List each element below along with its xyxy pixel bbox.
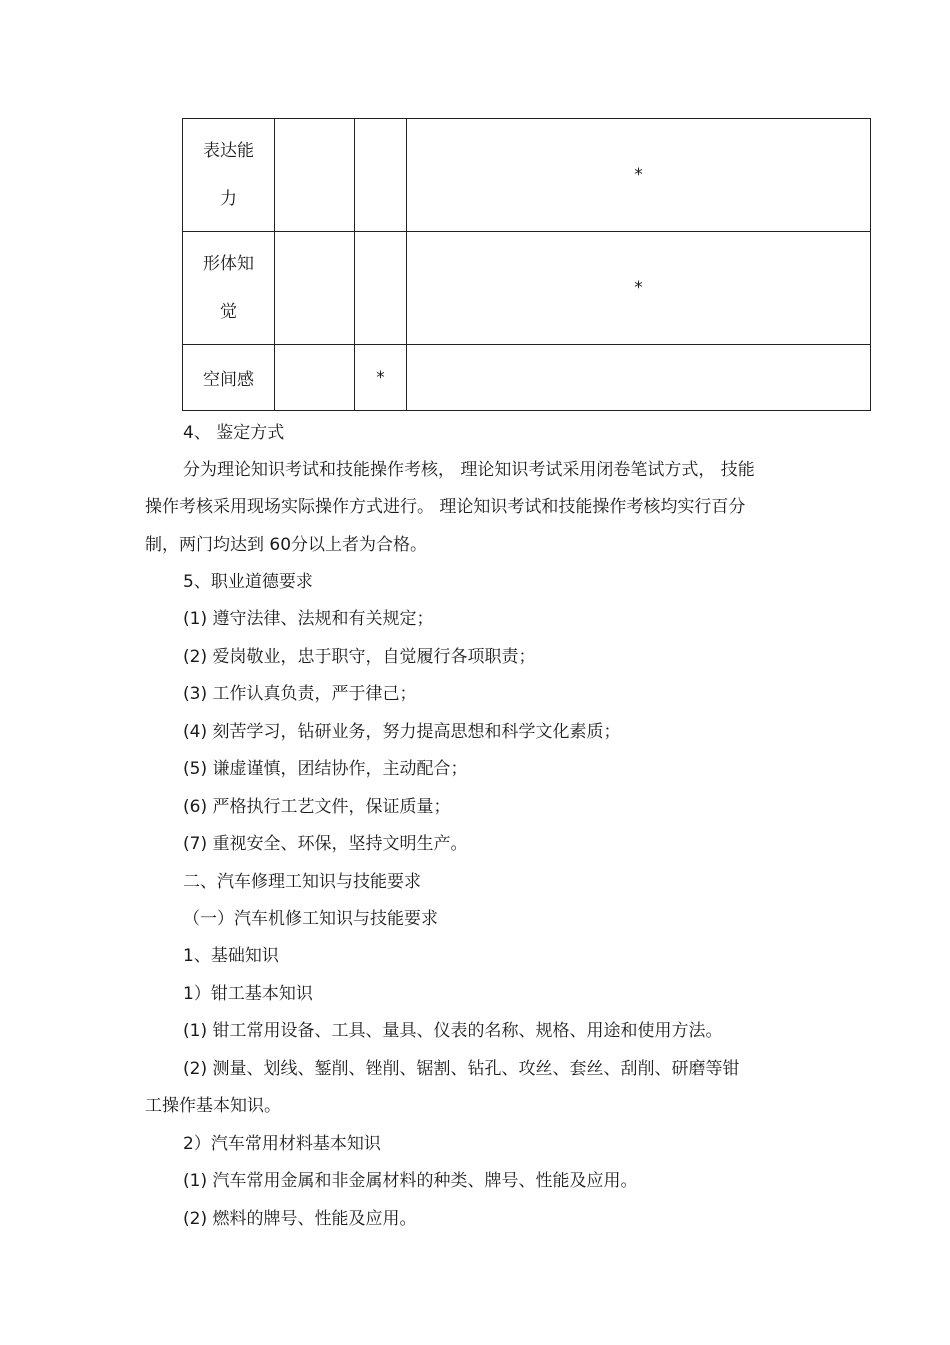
row-label-line: 觉 xyxy=(220,302,237,322)
table-cell xyxy=(275,119,355,232)
table-row xyxy=(183,119,871,232)
list-item: (2) 测量、划线、錾削、锉削、锯割、钻孔、攻丝、套丝、刮削、研磨等钳 xyxy=(183,1059,740,1079)
list-item: (2) 燃料的牌号、性能及应用。 xyxy=(183,1209,417,1229)
table-cell xyxy=(275,232,355,345)
row-label xyxy=(183,232,275,345)
table-cell xyxy=(407,345,871,411)
asterisk-mark: * xyxy=(355,345,407,411)
subsection-heading: 1、基础知识 xyxy=(183,946,279,966)
part-heading: 二、汽车修理工知识与技能要求 xyxy=(183,872,421,892)
subsection-heading: （一）汽车机修工知识与技能要求 xyxy=(183,909,438,929)
list-item: (4) 刻苦学习，钻研业务，努力提高思想和科学文化素质； xyxy=(183,722,621,742)
topic-heading: 1）钳工基本知识 xyxy=(183,984,313,1004)
table-cell xyxy=(355,119,407,232)
list-item: (1) 遵守法律、法规和有关规定； xyxy=(183,609,434,629)
row-label-line: 力 xyxy=(220,189,237,209)
list-item: (2) 爱岗敬业，忠于职守，自觉履行各项职责； xyxy=(183,647,536,667)
assessment-table xyxy=(182,118,871,411)
list-item: (3) 工作认真负责，严于律己； xyxy=(183,684,417,704)
list-item-continuation: 工操作基本知识。 xyxy=(145,1096,281,1116)
row-label-line: 空间感 xyxy=(203,370,254,390)
list-item: (1) 钳工常用设备、工具、量具、仪表的名称、规格、用途和使用方法。 xyxy=(183,1021,723,1041)
list-item: (5) 谦虚谨慎，团结协作，主动配合； xyxy=(183,759,468,779)
section-heading: 5、职业道德要求 xyxy=(183,572,313,592)
list-item: (7) 重视安全、环保，坚持文明生产。 xyxy=(183,834,468,854)
table-row xyxy=(183,345,871,411)
paragraph-line: 操作考核采用现场实际操作方式进行。 理论知识考试和技能操作考核均实行百分 xyxy=(145,497,746,517)
row-label-line: 形体知 xyxy=(203,254,254,274)
paragraph-line: 分为理论知识考试和技能操作考核， 理论知识考试采用闭卷笔试方式， 技能 xyxy=(183,460,755,480)
list-item: (6) 严格执行工艺文件，保证质量； xyxy=(183,797,451,817)
list-item: (1) 汽车常用金属和非金属材料的种类、牌号、性能及应用。 xyxy=(183,1171,638,1191)
paragraph-line: 制，两门均达到 60分以上者为合格。 xyxy=(145,535,428,555)
table-cell xyxy=(275,345,355,411)
row-label xyxy=(183,119,275,232)
topic-heading: 2）汽车常用材料基本知识 xyxy=(183,1134,381,1154)
table-row xyxy=(183,232,871,345)
row-label xyxy=(183,345,275,411)
asterisk-mark: * xyxy=(407,119,871,232)
row-label-line: 表达能 xyxy=(203,141,254,161)
asterisk-mark: * xyxy=(407,232,871,345)
table-cell xyxy=(355,232,407,345)
section-heading: 4、 鉴定方式 xyxy=(183,423,285,443)
